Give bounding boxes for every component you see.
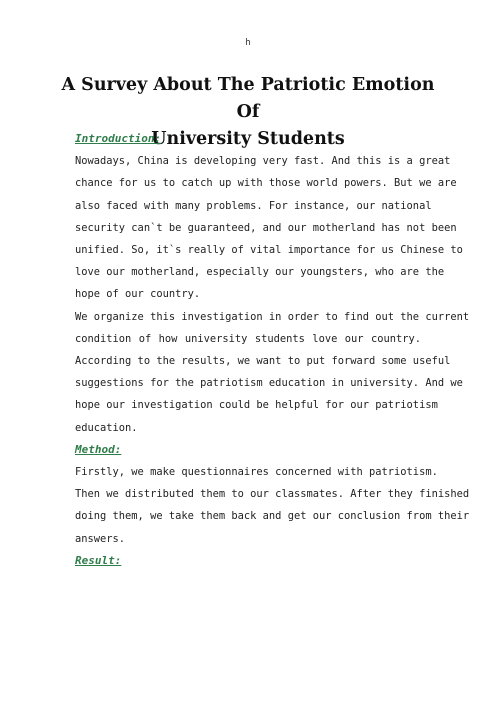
text-line: education. — [75, 421, 138, 434]
text-line: suggestions for the patriotism education in university. And we — [75, 377, 463, 390]
text-line: also faced with many problems. For instance, our national — [75, 199, 432, 212]
text-line: security can`t be guaranteed, and our motherland has not been — [75, 221, 457, 234]
text-line: Nowadays, China is developing very fast. And this is a great — [75, 155, 451, 168]
introduction-paragraph-2 — [75, 306, 470, 439]
text-line: Then we distributed them to our classmates. After they finished — [75, 488, 470, 501]
section-heading-result: Result: — [75, 553, 122, 567]
text-line: hope our investigation could be helpful for our patriotism — [75, 399, 438, 412]
text-line: According to the results, we want to put forward some useful — [75, 355, 451, 368]
page-header-mark: h — [245, 38, 251, 48]
introduction-paragraph-1 — [75, 150, 463, 305]
text-line: answers. — [75, 532, 126, 545]
document-body — [75, 128, 470, 572]
method-paragraph-1 — [75, 461, 470, 550]
text-line: chance for us to catch up with those world powers. But we are — [75, 177, 457, 190]
text-line: Firstly, we make questionnaires concerned with patriotism. — [75, 466, 438, 479]
text-line: hope of our country. — [75, 288, 201, 301]
title-line-2: University Students — [151, 129, 345, 149]
title-line-1: A Survey About The Patriotic Emotion Of — [61, 75, 435, 122]
section-heading-method: Method: — [75, 442, 122, 456]
text-line: doing them, we take them back and get our conclusion from their — [75, 510, 470, 523]
text-line: love our motherland, especially our youngsters, who are the — [75, 266, 445, 279]
text-line: We organize this investigation in order to find out the current — [75, 310, 470, 323]
text-line: condition of how university students love our country. — [75, 332, 421, 345]
section-heading-introduction: Introduction: — [75, 132, 162, 145]
text-line: unified. So, it`s really of vital importance for us Chinese to — [75, 244, 463, 257]
